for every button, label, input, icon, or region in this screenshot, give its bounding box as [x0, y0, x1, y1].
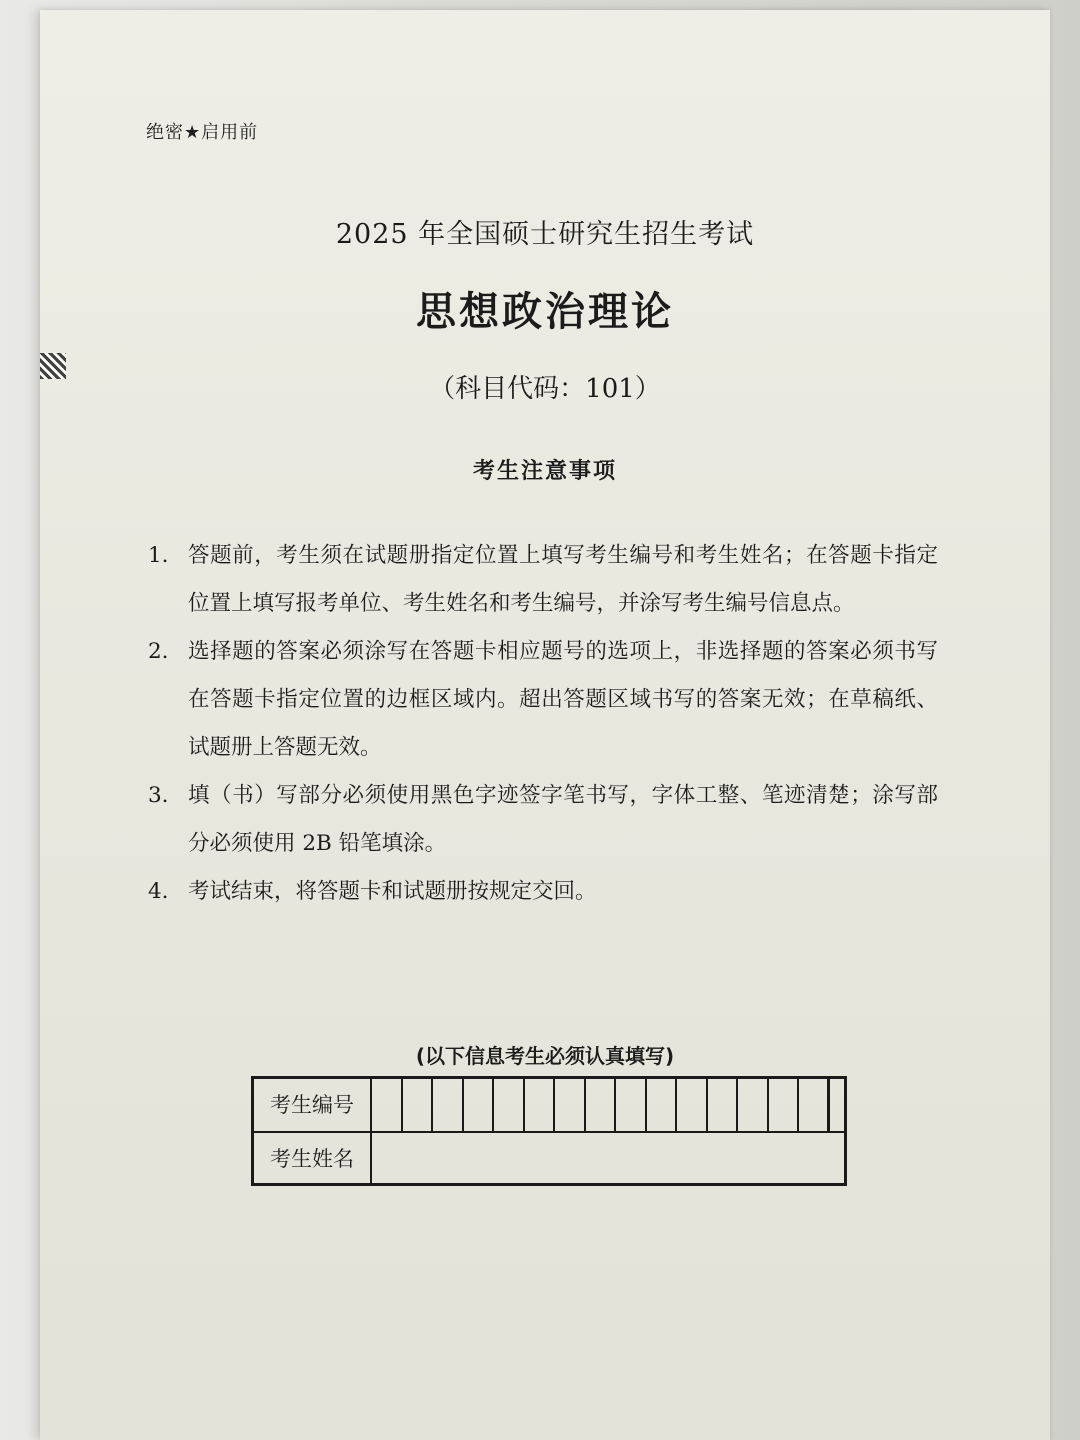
notice-item-number: 2. — [148, 639, 169, 664]
candidate-id-digit-cell[interactable] — [586, 1079, 617, 1131]
candidate-id-digit-cell[interactable] — [647, 1079, 678, 1131]
notice-heading: 考生注意事项 — [472, 459, 617, 484]
notice-item-text: 考试结束，将答题卡和试题册按规定交回。 — [188, 879, 597, 904]
secrecy-label: 绝密★启用前 — [146, 122, 259, 143]
candidate-info-table — [251, 1076, 847, 1186]
exam-title: 2025 年全国硕士研究生招生考试 — [335, 219, 755, 250]
candidate-id-digit-cell[interactable] — [464, 1079, 495, 1131]
candidate-id-digit-cell[interactable] — [372, 1079, 403, 1131]
candidate-id-digit-cell[interactable] — [799, 1079, 830, 1131]
notice-list — [148, 532, 938, 916]
info-instruction: (以下信息考生必须认真填写) — [415, 1044, 675, 1068]
notice-item-number: 4. — [148, 879, 169, 904]
candidate-id-digit-cell[interactable] — [769, 1079, 800, 1131]
notice-item — [148, 868, 938, 916]
candidate-id-digit-cell[interactable] — [708, 1079, 739, 1131]
subject-code: （科目代码：101） — [429, 374, 661, 404]
candidate-id-digit-cell[interactable] — [403, 1079, 434, 1131]
candidate-id-digit-cell[interactable] — [525, 1079, 556, 1131]
candidate-id-digit-cell[interactable] — [555, 1079, 586, 1131]
notice-item-number: 1. — [148, 543, 169, 568]
candidate-name-row — [254, 1133, 844, 1185]
candidate-id-cells — [372, 1079, 830, 1131]
candidate-id-digit-cell[interactable] — [433, 1079, 464, 1131]
notice-item-text: 答题前，考生须在试题册指定位置上填写考生编号和考生姓名；在答题卡指定位置上填写报考单位、考生姓名和考生编号，并涂写考生编号信息点。 — [188, 543, 938, 616]
notice-item-text: 选择题的答案必须涂写在答题卡相应题号的选项上，非选择题的答案必须书写在答题卡指定位置的边框区域内。超出答题区域书写的答案无效；在草稿纸、试题册上答题无效。 — [188, 639, 938, 760]
candidate-id-digit-cell[interactable] — [494, 1079, 525, 1131]
candidate-id-label: 考生编号 — [254, 1079, 372, 1131]
candidate-id-digit-cell[interactable] — [738, 1079, 769, 1131]
notice-item-text: 填（书）写部分必须使用黑色字迹签字笔书写，字体工整、笔迹清楚；涂写部分必须使用 2B 铅笔填涂。 — [188, 783, 938, 856]
notice-item — [148, 532, 938, 628]
notice-item — [148, 772, 938, 868]
candidate-id-digit-cell[interactable] — [677, 1079, 708, 1131]
candidate-name-label: 考生姓名 — [254, 1133, 372, 1185]
notice-item — [148, 628, 938, 772]
notice-item-number: 3. — [148, 783, 169, 808]
candidate-id-row — [254, 1079, 844, 1133]
candidate-name-field[interactable] — [372, 1133, 844, 1185]
subject-title: 思想政治理论 — [416, 289, 674, 335]
candidate-id-digit-cell[interactable] — [616, 1079, 647, 1131]
